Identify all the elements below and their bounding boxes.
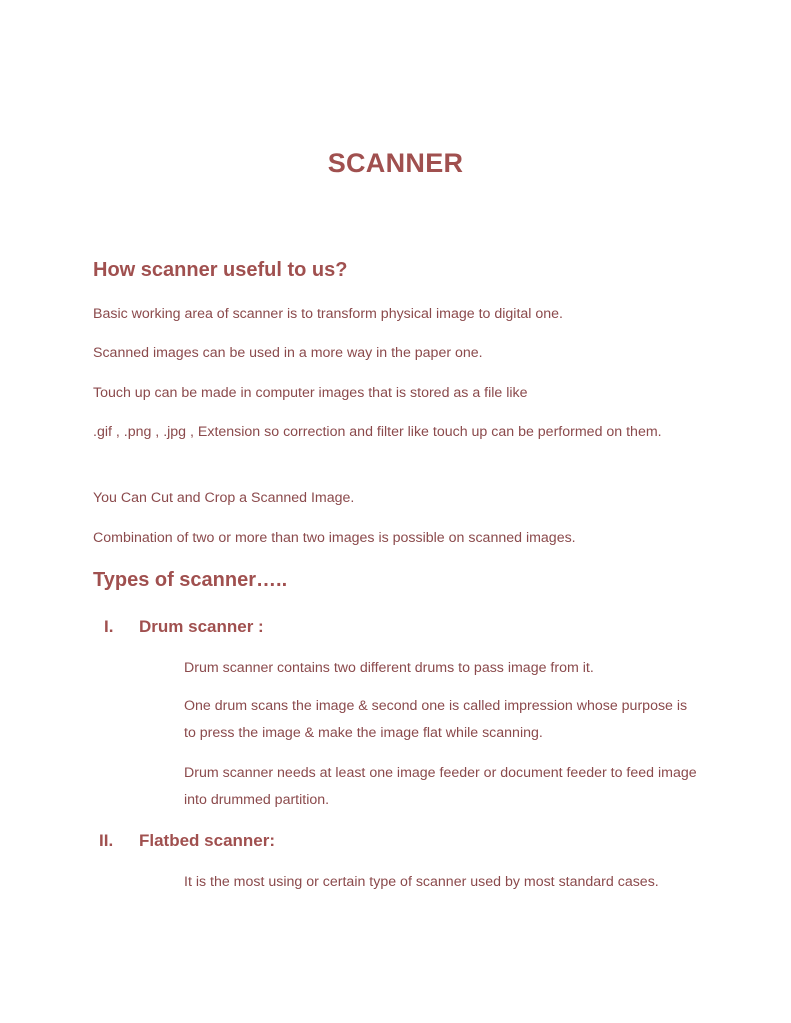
subheading-drum-scanner: Drum scanner : xyxy=(139,617,264,636)
subheading-flatbed-scanner: Flatbed scanner: xyxy=(139,831,276,850)
list-numeral: II. xyxy=(99,831,114,850)
paragraph: .gif , .png , .jpg , Extension so correction and filter like touch up can be performed on them. xyxy=(93,424,662,440)
section-heading-usefulness: How scanner useful to us? xyxy=(93,259,348,281)
paragraph: Basic working area of scanner is to transform physical image to digital one. xyxy=(93,306,563,322)
paragraph: It is the most using or certain type of scanner used by most standard cases. xyxy=(184,874,659,890)
document-title: SCANNER xyxy=(327,148,464,178)
section-heading-types: Types of scanner….. xyxy=(93,569,288,591)
paragraph: You Can Cut and Crop a Scanned Image. xyxy=(93,490,355,506)
list-numeral: I. xyxy=(104,617,114,636)
paragraph: Scanned images can be used in a more way in the paper one. xyxy=(93,345,483,361)
paragraph: One drum scans the image & second one is called impression whose purpose is to press the image & make the image flat while scanning. xyxy=(184,698,688,741)
paragraph: Drum scanner contains two different drums to pass image from it. xyxy=(184,660,594,676)
paragraph: Combination of two or more than two images is possible on scanned images. xyxy=(93,530,576,546)
paragraph: Drum scanner needs at least one image feeder or document feeder to feed image into drummed partition. xyxy=(184,765,697,808)
paragraph: Touch up can be made in computer images that is stored as a file like xyxy=(93,385,528,401)
